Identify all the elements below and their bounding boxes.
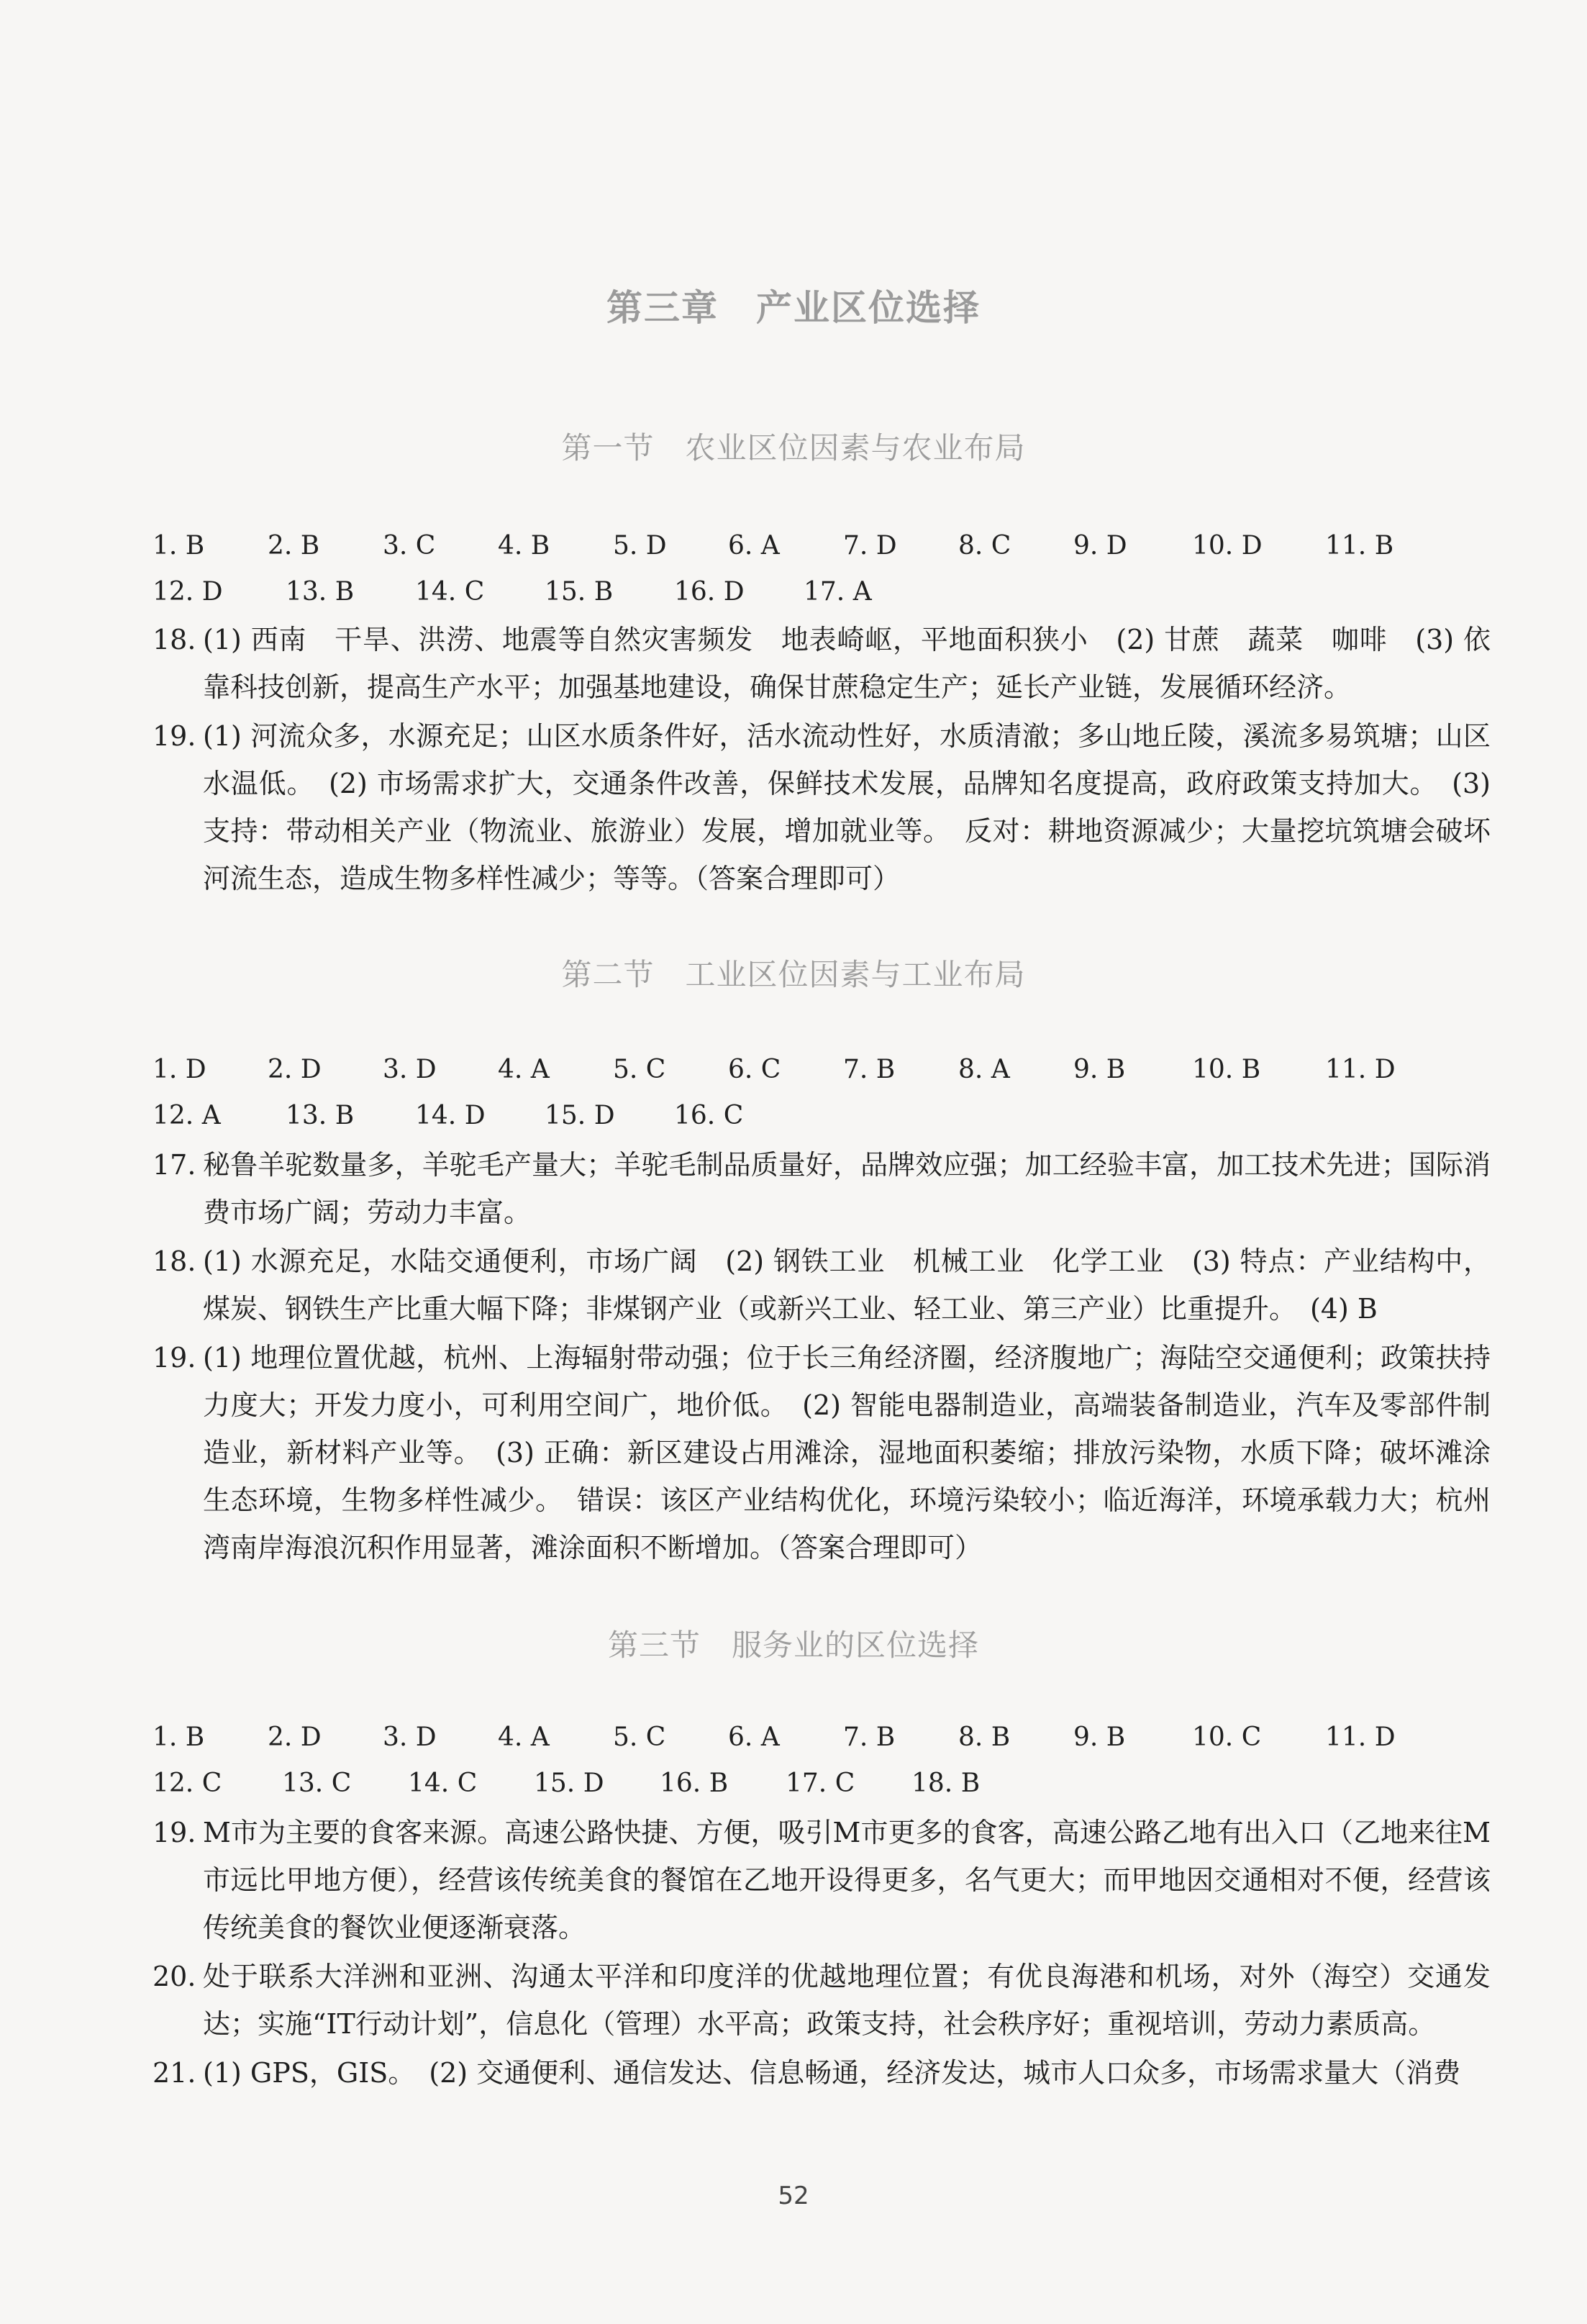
mc-answer: 6. C: [728, 1055, 781, 1084]
question-17: [153, 1141, 1491, 1236]
question-19: [153, 1334, 1491, 1571]
mc-answer: 16. D: [674, 577, 745, 607]
mc-answer: 15. D: [534, 1769, 604, 1798]
section-title-3: 第三节 服务业的区位选择: [607, 1628, 979, 1663]
mc-answer: 5. C: [613, 1722, 666, 1752]
section-title-1: 第一节 农业区位因素与农业布局: [561, 430, 1026, 466]
mc-answer: 15. B: [545, 577, 614, 607]
mc-answer: 12. C: [153, 1769, 222, 1798]
mc-answer: 7. B: [843, 1055, 896, 1084]
mc-answer: 8. C: [958, 531, 1011, 560]
question-number: 20.: [153, 1961, 196, 1992]
mc-answer: 9. B: [1073, 1722, 1126, 1752]
question-answer: (1) 水源充足，水陆交通便利，市场广阔 (2) 钢铁工业 机械工业 化学工业 (3) 特点：产业结构中，煤炭、钢铁生产比重大幅下降；非煤钢产业（或新兴工业、轻工业、第三产业）比重提升。 (4) B: [203, 1245, 1491, 1325]
mc-answer: 14. C: [415, 577, 485, 607]
mc-answer: 7. B: [843, 1722, 896, 1752]
question-number: 21.: [153, 2057, 196, 2089]
mc-answer: 17. C: [786, 1769, 855, 1798]
mc-answer: 9. B: [1073, 1055, 1126, 1084]
mc-answer: 3. C: [383, 531, 436, 560]
mc-answer: 16. C: [674, 1101, 744, 1130]
mc-answer: 14. C: [408, 1769, 478, 1798]
mc-answer: 6. A: [728, 1722, 780, 1752]
mc-answer: 13. C: [282, 1769, 352, 1798]
mc-answer: 11. D: [1325, 1722, 1396, 1752]
mc-answer: 4. A: [498, 1722, 550, 1752]
mc-answer: 13. B: [286, 1101, 355, 1130]
mc-answer: 1. D: [153, 1055, 206, 1084]
mc-answer: 6. A: [728, 531, 780, 560]
question-number: 18.: [153, 624, 196, 655]
mc-answer: 9. D: [1073, 531, 1127, 560]
mc-answer: 10. C: [1192, 1722, 1262, 1752]
mc-answer: 12. D: [153, 577, 223, 607]
question-19: [153, 712, 1491, 902]
mc-answer: 1. B: [153, 531, 205, 560]
question-answer: (1) 河流众多，水源充足；山区水质条件好，活水流动性好，水质清澈；多山地丘陵，溪流多易筑塘；山区水温低。 (2) 市场需求扩大，交通条件改善，保鲜技术发展，品牌知名度提高，政府政策支持加大。 (3) 支持：带动相关产业（物流业、旅游业）发展，增加就业等。 反对：耕地资源减少；大量挖坑筑塘会破坏河流生态，造成生物多样性减少；等等。（答案合理即可）: [203, 720, 1491, 894]
mc-answer: 10. B: [1192, 1055, 1261, 1084]
question-18: [153, 616, 1491, 711]
mc-answer: 2. D: [268, 1055, 322, 1084]
question-19: [153, 1809, 1491, 1951]
question-20: [153, 1953, 1491, 2048]
mc-answer: 5. C: [613, 1055, 666, 1084]
chapter-title: 第三章 产业区位选择: [606, 287, 981, 329]
mc-answer: 3. D: [383, 1055, 437, 1084]
question-number: 19.: [153, 1342, 196, 1374]
mc-answer: 14. D: [415, 1101, 486, 1130]
mc-answer: 8. B: [958, 1722, 1011, 1752]
mc-answer: 11. D: [1325, 1055, 1396, 1084]
mc-answer: 4. A: [498, 1055, 550, 1084]
mc-answer: 15. D: [545, 1101, 615, 1130]
mc-answer: 12. A: [153, 1101, 221, 1130]
question-answer: M市为主要的食客来源。高速公路快捷、方便，吸引M市更多的食客，高速公路乙地有出入口（乙地来往M市远比甲地方便），经营该传统美食的餐馆在乙地开设得更多，名气更大；而甲地因交通相对不便，经营该传统美食的餐饮业便逐渐衰落。: [203, 1817, 1491, 1943]
mc-answer: 8. A: [958, 1055, 1010, 1084]
mc-answer: 2. B: [268, 531, 320, 560]
question-answer: (1) 西南 干旱、洪涝、地震等自然灾害频发 地表崎岖，平地面积狭小 (2) 甘蔗 蔬菜 咖啡 (3) 依靠科技创新，提高生产水平；加强基地建设，确保甘蔗稳定生产；延长产业链，发展循环经济。: [203, 624, 1491, 703]
mc-answer: 13. B: [286, 577, 355, 607]
mc-answer: 16. B: [660, 1769, 729, 1798]
mc-answer: 10. D: [1192, 531, 1263, 560]
mc-answer: 7. D: [843, 531, 897, 560]
mc-answer: 18. B: [911, 1769, 981, 1798]
question-number: 18.: [153, 1245, 196, 1277]
question-answer: 处于联系大洋洲和亚洲、沟通太平洋和印度洋的优越地理位置；有优良海港和机场，对外（海空）交通发达；实施“IT行动计划”，信息化（管理）水平高；政策支持，社会秩序好；重视培训，劳动力素质高。: [203, 1961, 1491, 2040]
mc-answer: 11. B: [1325, 531, 1394, 560]
question-answer: (1) GPS，GIS。 (2) 交通便利、通信发达、信息畅通，经济发达，城市人口众多，市场需求量大（消费: [203, 2057, 1461, 2089]
section-title-2: 第二节 工业区位因素与工业布局: [561, 957, 1026, 992]
mc-answer: 2. D: [268, 1722, 322, 1752]
mc-answer: 5. D: [613, 531, 667, 560]
mc-answer: 17. A: [804, 577, 872, 607]
mc-answer: 3. D: [383, 1722, 437, 1752]
question-18: [153, 1238, 1491, 1333]
question-number: 19.: [153, 1817, 196, 1848]
question-answer: (1) 地理位置优越，杭州、上海辐射带动强；位于长三角经济圈，经济腹地广；海陆空交通便利；政策扶持力度大；开发力度小，可利用空间广，地价低。 (2) 智能电器制造业，高端装备制造业，汽车及零部件制造业，新材料产业等。 (3) 正确：新区建设占用滩涂，湿地面积萎缩；排放污染物，水质下降；破坏滩涂生态环境，生物多样性减少。 错误：该区产业结构优化，环境污染较小；临近海洋，环境承载力大；杭州湾南岸海浪沉积作用显著，滩涂面积不断增加。（答案合理即可）: [203, 1342, 1491, 1563]
mc-answer: 4. B: [498, 531, 550, 560]
question-number: 19.: [153, 720, 196, 752]
question-21: [153, 2049, 1491, 2097]
page-number: 52: [778, 2182, 809, 2210]
question-number: 17.: [153, 1149, 196, 1181]
mc-answer: 1. B: [153, 1722, 205, 1752]
question-answer: 秘鲁羊驼数量多，羊驼毛产量大；羊驼毛制品质量好，品牌效应强；加工经验丰富，加工技术先进；国际消费市场广阔；劳动力丰富。: [203, 1149, 1491, 1228]
